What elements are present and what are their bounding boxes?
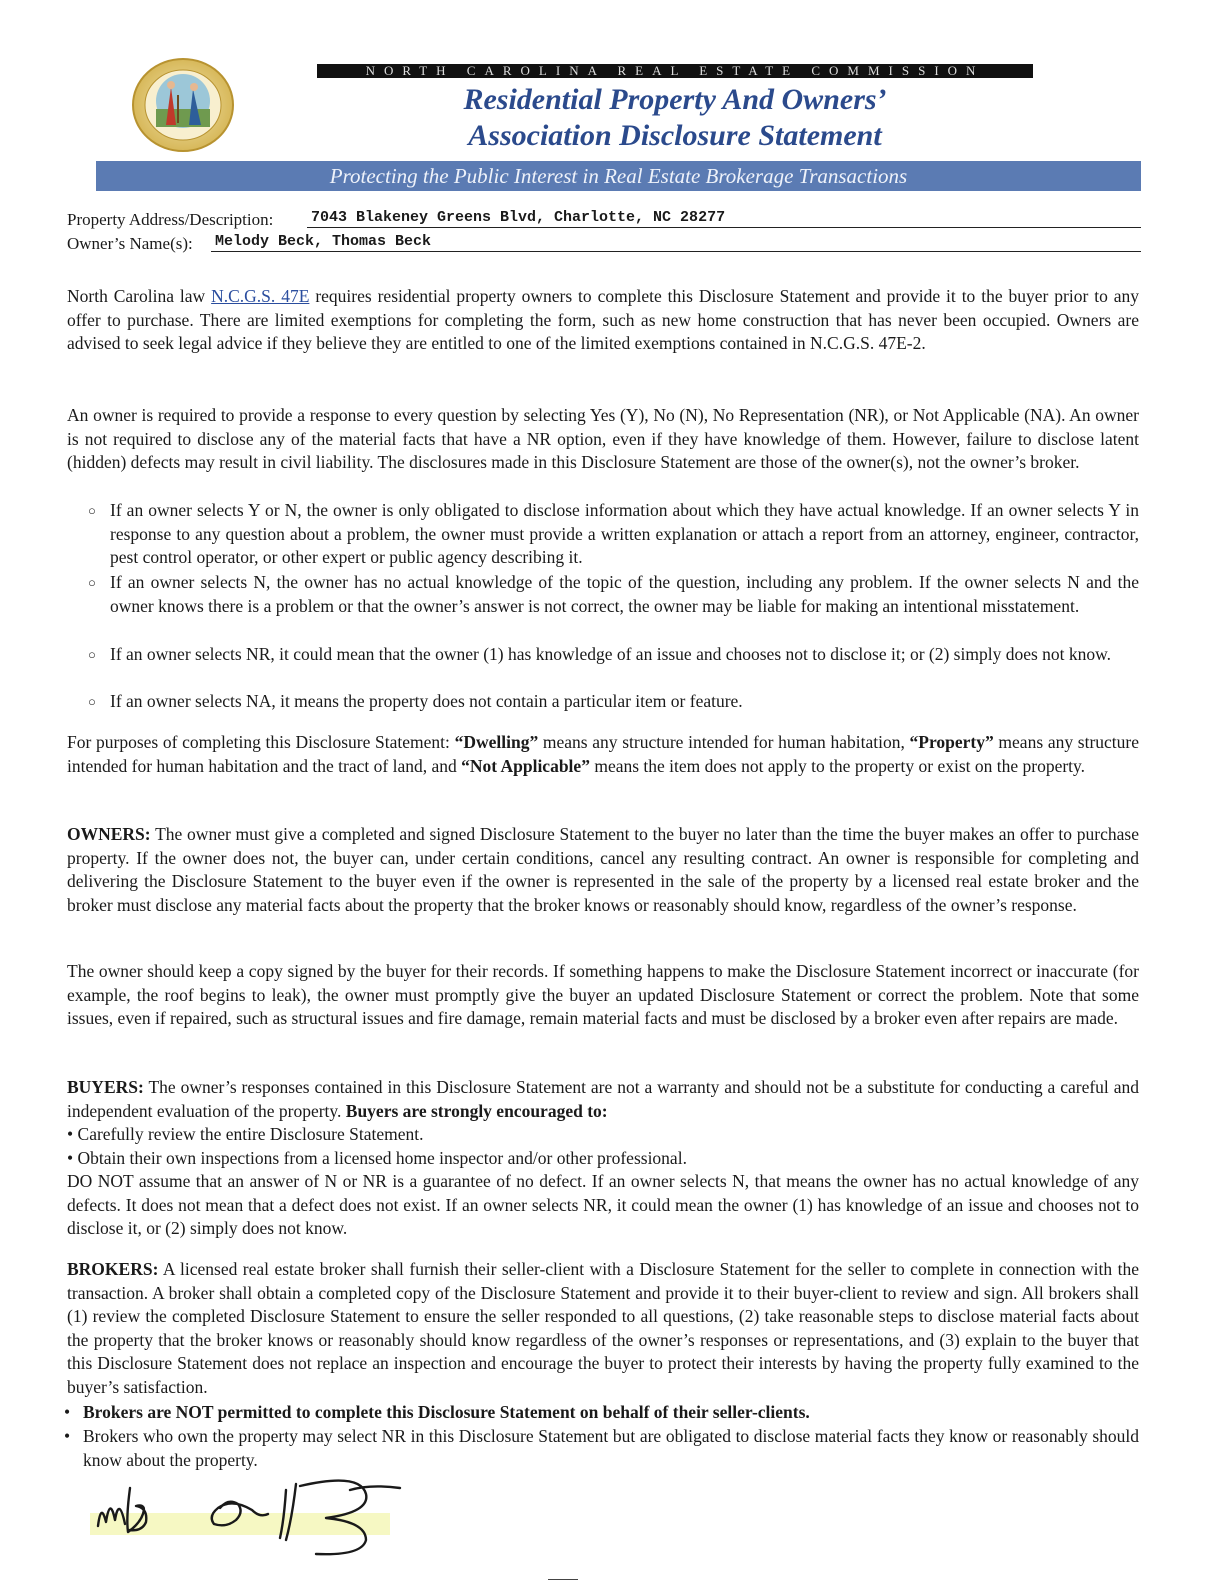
buyer-item [67, 1147, 1139, 1171]
buyers-encouraged: Buyers are strongly encouraged to: [345, 1100, 608, 1121]
bullet-dot-icon: • [64, 1402, 71, 1422]
broker-bullet [64, 1401, 1139, 1425]
property-address-value: 7043 Blakeney Greens Blvd, Charlotte, NC 28277 [307, 209, 1141, 228]
response-paragraph: An owner is required to provide a response to every question by selecting Yes (Y), No (N), No Representation (NR), or Not Applicable (NA). An owner is not required to disclose any of the material facts that have a NR option, even if they have knowledge of them. However, failure to disclose latent (hidden) defects may result in civil liability. The disclosures made in this Disclosure Statement are those of the owner(s), not the owner’s broker. [67, 405, 1139, 473]
owner-name-label: Owner’s Name(s): [67, 234, 193, 253]
owner-name-row [67, 233, 1141, 255]
response-bullet-text: If an owner selects Y or N, the owner is only obligated to disclose information about which they have actual knowledge. If an owner selects Y in response to any question about a problem, the owner must provide a written explanation or attach a report from an attorney, engineer, contractor, pest control operator, or other expert or public agency describing it. [110, 500, 1139, 568]
bullet-dot-icon: • [64, 1426, 71, 1446]
form-title-line2: Association Disclosure Statement [468, 119, 882, 152]
handwritten-initials-signature-icon [90, 1468, 420, 1558]
broker-bullet [64, 1425, 1139, 1472]
bullet-dot-icon: • [67, 1124, 78, 1144]
ncgs-47e-link[interactable]: N.C.G.S. 47E [211, 286, 310, 306]
definitions-text: For purposes of completing this Disclosure Statement: [67, 732, 455, 752]
response-bullet [88, 643, 1139, 667]
owners-paragraph-2: The owner should keep a copy signed by the buyer for their records. If something happens to make the Disclosure Statement incorrect or inaccurate (for example, the roof begins to leak), the owner must promptly give the buyer an updated Disclosure Statement or correct the problem. Note that some issues, even if repaired, such as structural issues and fire damage, remain material facts and must be disclosed by a broker even after repairs are made. [67, 961, 1139, 1029]
not-applicable-term: “Not Applicable” [461, 755, 590, 776]
buyers-warning: DO NOT assume that an answer of N or NR is a guarantee of no defect. If an owner selects N, that means the owner has no actual knowledge of any defects. It does not mean that a defect does not exist. If an owner selects NR, it could mean the owner (1) has knowledge of an issue and chooses not to disclose it, or (2) simply does not know. [67, 1171, 1139, 1239]
response-bullet [88, 690, 1139, 714]
bullet-circle-icon: ○ [88, 575, 96, 590]
owners-heading: OWNERS: [67, 824, 151, 844]
buyer-item-text: Obtain their own inspections from a licensed home inspector and/or other professional. [77, 1148, 687, 1168]
response-bullet-text: If an owner selects NA, it means the property does not contain a particular item or feature. [110, 691, 743, 711]
intro-rest: requires residential property owners to complete this Disclosure Statement and provide it to the buyer prior to any offer to purchase. There are limited exemptions for completing the form, such as new home construction that has never been occupied. Owners are advised to seek legal advice if they believe they are entitled to one of the limited exemptions contained in N.C.G.S. 47E-2. [67, 286, 1140, 354]
response-bullet [88, 571, 1139, 618]
commission-name-bar: NORTH CAROLINA REAL ESTATE COMMISSION [317, 64, 1033, 78]
bullet-circle-icon: ○ [88, 694, 96, 709]
intro-lead: North Carolina law [67, 286, 212, 306]
bullet-circle-icon: ○ [88, 647, 96, 662]
buyers-heading: BUYERS: [67, 1077, 144, 1097]
property-address-label: Property Address/Description: [67, 210, 274, 229]
property-term: “Property” [909, 732, 994, 752]
owners-paragraph [67, 823, 1139, 917]
bullet-circle-icon: ○ [88, 503, 96, 518]
definitions-text: means the item does not apply to the property or exist on the property. [589, 755, 1086, 776]
definitions-paragraph [67, 731, 1139, 778]
page-footer-divider [548, 1579, 578, 1580]
bullet-dot-icon: • [67, 1148, 78, 1168]
buyers-text: The owner’s responses contained in this Disclosure Statement are not a warranty and should not be a substitute for conducting a careful and independent evaluation of the property. [67, 1077, 1139, 1121]
buyer-item-text: Carefully review the entire Disclosure Statement. [77, 1124, 424, 1144]
definitions-text: means any structure intended for human habitation, [538, 732, 910, 752]
buyer-item [67, 1123, 1139, 1147]
tagline-banner: Protecting the Public Interest in Real Estate Brokerage Transactions [96, 161, 1141, 191]
response-bullet [88, 499, 1139, 570]
brokers-text: A licensed real estate broker shall furnish their seller-client with a Disclosure Statement for the seller to complete in connection with the transaction. A broker shall obtain a completed copy of the Disclosure Statement and provide it to their buyer-client to review and sign. All brokers shall (1) review the completed Disclosure Statement to ensure the seller responded to all questions, (2) take reasonable steps to disclose material facts about the property that the broker knows or reasonably should know regardless of the owner’s responses or representations, and (3) explain to the buyer that this Disclosure Statement does not replace an inspection and encourage the buyer to protect their interests by having the property fully examined to the buyer’s satisfaction. [67, 1259, 1139, 1397]
brokers-paragraph [67, 1258, 1139, 1400]
intro-paragraph [67, 285, 1139, 356]
broker-bullet-text: Brokers who own the property may select NR in this Disclosure Statement but are obligated to disclose material facts they know or reasonably should know about the property. [83, 1426, 1139, 1470]
owner-name-value: Melody Beck, Thomas Beck [211, 233, 1141, 252]
owners-text: The owner must give a completed and signed Disclosure Statement to the buyer no later than the time the buyer makes an offer to purchase property. If the owner does not, the buyer can, under certain conditions, cancel any resulting contract. An owner is responsible for completing and delivering the Disclosure Statement to the buyer even if the owner is represented in the sale of the property by a licensed real estate broker and the broker must disclose any material facts about the property that the broker knows or reasonably should know, regardless of the owner’s response. [67, 824, 1139, 915]
form-title [317, 82, 1033, 154]
dwelling-term: “Dwelling” [454, 732, 539, 752]
definitions-text: means any structure intended for human habitation and the tract of land, and [67, 732, 1139, 776]
buyers-paragraph [67, 1076, 1139, 1123]
response-bullet-text: If an owner selects NR, it could mean that the owner (1) has knowledge of an issue and chooses not to disclose it; or (2) simply does not know. [110, 644, 1112, 664]
form-title-line1: Residential Property And Owners’ [463, 83, 887, 116]
broker-bullet-text: Brokers are NOT permitted to complete this Disclosure Statement on behalf of their seller-clients. [83, 1402, 810, 1422]
property-address-row [67, 209, 1141, 231]
response-bullet-text: If an owner selects N, the owner has no actual knowledge of the topic of the question, including any problem. If the owner selects N and the owner knows there is a problem or that the owner’s answer is not correct, the owner may be liable for making an intentional misstatement. [110, 572, 1139, 616]
brokers-heading: BROKERS: [67, 1259, 159, 1279]
nc-commission-seal-icon [131, 57, 235, 153]
